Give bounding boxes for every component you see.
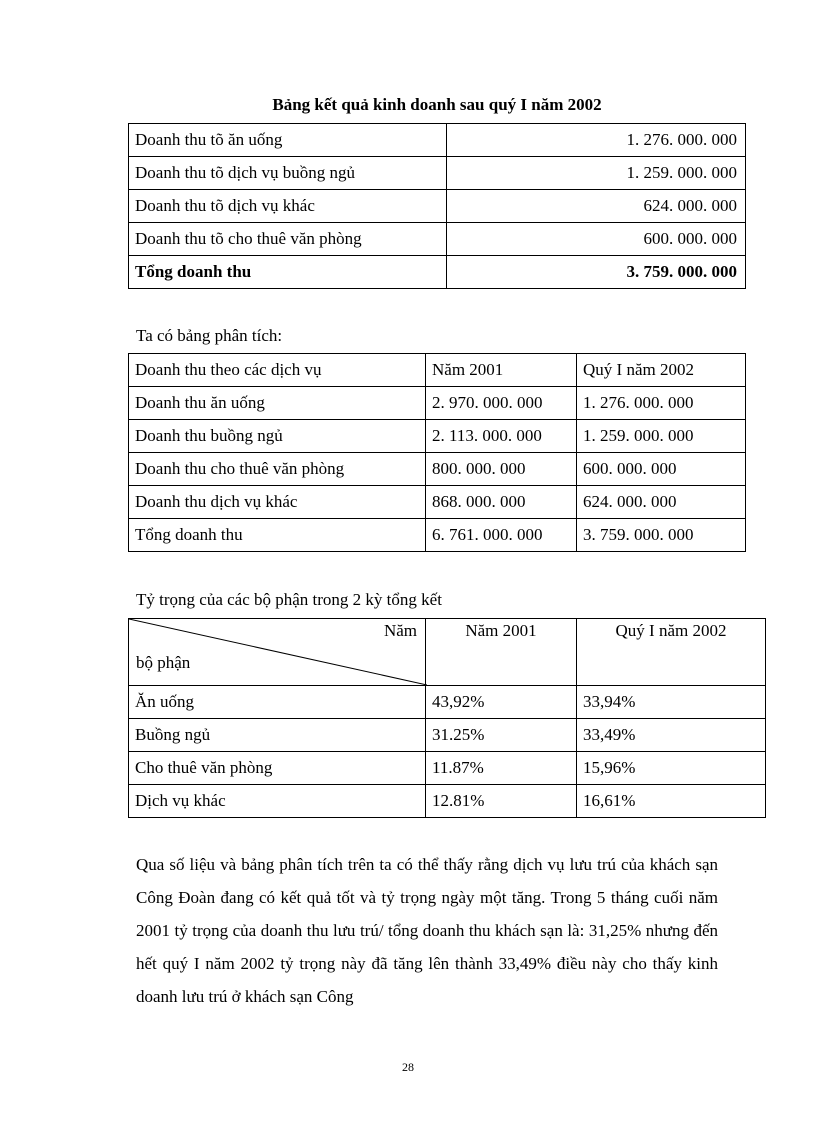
total-label: Tổng doanh thu <box>129 256 447 289</box>
corner-label-year: Năm <box>383 621 417 640</box>
table-cell: 868. 000. 000 <box>426 486 577 519</box>
table-cell: Doanh thu buồng ngủ <box>129 420 426 453</box>
column-header: Năm 2001 <box>426 354 577 387</box>
table-row <box>129 387 746 420</box>
column-header: Quý I năm 2002 <box>577 619 766 686</box>
row-value: 600. 000. 000 <box>447 223 746 256</box>
table-cell: 31.25% <box>426 719 577 752</box>
table-cell: 624. 000. 000 <box>577 486 746 519</box>
column-header: Quý I năm 2002 <box>577 354 746 387</box>
table-cell: 16,61% <box>577 785 766 818</box>
table-cell: 1. 259. 000. 000 <box>577 420 746 453</box>
table-row <box>129 752 766 785</box>
row-label: Doanh thu tõ dịch vụ buồng ngủ <box>129 157 447 190</box>
table-cell: Ăn uống <box>129 686 426 719</box>
table-cell: Doanh thu cho thuê văn phòng <box>129 453 426 486</box>
table-cell: 33,49% <box>577 719 766 752</box>
diagonal-corner-cell <box>129 619 426 686</box>
row-value: 1. 276. 000. 000 <box>447 124 746 157</box>
table-cell: 15,96% <box>577 752 766 785</box>
table-cell: Doanh thu dịch vụ khác <box>129 486 426 519</box>
table-header-row <box>129 619 766 686</box>
row-label: Doanh thu tõ ăn uống <box>129 124 447 157</box>
table-cell: 1. 276. 000. 000 <box>577 387 746 420</box>
row-label: Doanh thu tõ cho thuê văn phòng <box>129 223 447 256</box>
table-cell: 6. 761. 000. 000 <box>426 519 577 552</box>
table-cell: 11.87% <box>426 752 577 785</box>
page-number: 28 <box>402 1060 414 1074</box>
results-table-title: Bảng kết quả kinh doanh sau quý I năm 2002 <box>272 95 602 114</box>
table-row <box>129 519 746 552</box>
results-table <box>128 123 746 289</box>
table-row <box>129 785 766 818</box>
table-row <box>129 157 746 190</box>
table-row <box>129 453 746 486</box>
table-row <box>129 124 746 157</box>
table-cell: 43,92% <box>426 686 577 719</box>
total-value: 3. 759. 000. 000 <box>447 256 746 289</box>
table-row <box>129 719 766 752</box>
table-cell: 2. 113. 000. 000 <box>426 420 577 453</box>
row-label: Doanh thu tõ dịch vụ khác <box>129 190 447 223</box>
share-caption: Tỷ trọng của các bộ phận trong 2 kỳ tổng kết <box>136 590 442 609</box>
table-row-total <box>129 256 746 289</box>
table-cell: Cho thuê văn phòng <box>129 752 426 785</box>
table-cell: 33,94% <box>577 686 766 719</box>
table-cell: 12.81% <box>426 785 577 818</box>
table-row <box>129 223 746 256</box>
table-row <box>129 420 746 453</box>
table-cell: 3. 759. 000. 000 <box>577 519 746 552</box>
table-cell: 2. 970. 000. 000 <box>426 387 577 420</box>
row-value: 624. 000. 000 <box>447 190 746 223</box>
column-header: Năm 2001 <box>426 619 577 686</box>
table-row <box>129 686 766 719</box>
table-cell: Buồng ngủ <box>129 719 426 752</box>
table-cell: Doanh thu ăn uống <box>129 387 426 420</box>
diagonal-line <box>129 619 427 685</box>
corner-label-department: bộ phận <box>136 653 191 672</box>
table-row <box>129 190 746 223</box>
analysis-caption: Ta có bảng phân tích: <box>136 326 283 345</box>
table-cell: Dịch vụ khác <box>129 785 426 818</box>
column-header: Doanh thu theo các dịch vụ <box>129 354 426 387</box>
analysis-table <box>128 353 746 552</box>
table-row <box>129 486 746 519</box>
table-cell: Tổng doanh thu <box>129 519 426 552</box>
body-paragraph: Qua số liệu và bảng phân tích trên ta có thể thấy rằng dịch vụ lưu trú của khách sạn Công Đoàn đang có kết quả tốt và tỷ trọng ngày một tăng. Trong 5 tháng cuối năm 2001 tỷ trọng của doanh thu lưu trú/ tổng doanh thu khách sạn là: 31,25% nhưng đến hết quý I năm 2002 tỷ trọng này đã tăng lên thành 33,49% điều này cho thấy kinh doanh lưu trú ở khách sạn Công <box>136 855 718 1006</box>
row-value: 1. 259. 000. 000 <box>447 157 746 190</box>
table-cell: 800. 000. 000 <box>426 453 577 486</box>
table-header-row <box>129 354 746 387</box>
table-cell: 600. 000. 000 <box>577 453 746 486</box>
share-table <box>128 618 766 818</box>
